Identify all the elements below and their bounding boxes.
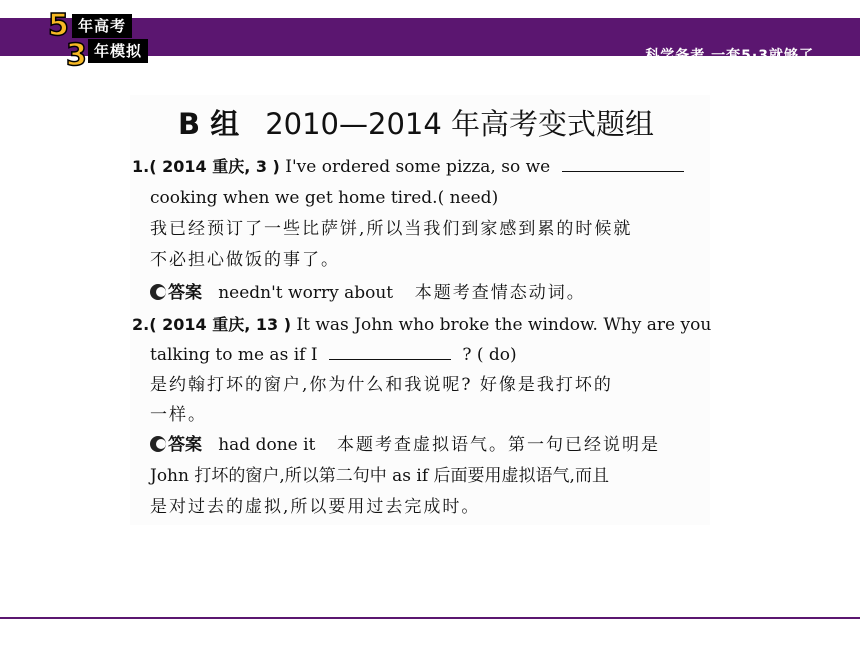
q1-answer-text: needn't worry about (218, 283, 394, 303)
q2-number: 2. (132, 315, 150, 334)
logo-text-2: 年模拟 (88, 39, 148, 63)
slogan: 科学备考 一套5·3就够了 (645, 48, 814, 64)
q1-number: 1. (132, 157, 150, 176)
answer-icon (150, 436, 166, 452)
q1-blank (562, 155, 684, 172)
q1-stem-b: cooking when we get home tired.( need) (150, 188, 499, 208)
q2-source: ( 2014 重庆, 13 ) (149, 315, 292, 334)
q2-line-1 (132, 310, 711, 340)
q1-line-1 (132, 152, 690, 182)
q2-stem-b1: talking to me as if I (150, 345, 318, 365)
q1-source: ( 2014 重庆, 3 ) (149, 157, 280, 176)
q1-stem-a: I've ordered some pizza, so we (285, 157, 551, 177)
q2-answer-note-3: 是对过去的虚拟,所以要用过去完成时。 (150, 497, 481, 517)
q2-stem-a: It was John who broke the window. Why are you (296, 315, 712, 335)
q1-answer (150, 278, 586, 308)
bottom-rule (0, 617, 860, 619)
logo-digit-3: 3 (66, 38, 87, 73)
q2-blank (329, 343, 451, 360)
q2-answer-note-1: 本题考查虚拟语气。第一句已经说明是 (337, 435, 661, 455)
logo-digit-5: 5 (48, 8, 69, 43)
logo-text-1: 年高考 (72, 14, 132, 38)
q2-answer-note-2: John 打坏的窗户,所以第二句中 as if 后面要用虚拟语气,而且 (150, 466, 609, 486)
q2-line-2 (150, 340, 517, 370)
q1-cn-1: 我已经预订了一些比萨饼,所以当我们到家感到累的时候就 (150, 219, 633, 239)
q1-answer-note: 本题考查情态动词。 (414, 283, 586, 303)
q2-answer-text: had done it (218, 435, 316, 455)
q2-answer (150, 430, 660, 460)
q1-cn-2: 不必担心做饭的事了。 (150, 250, 340, 270)
q2-cn-2: 一样。 (150, 405, 207, 425)
q2-stem-b2: ? ( do) (462, 345, 517, 365)
q2-answer-label: 答案 (168, 435, 202, 455)
q1-answer-label: 答案 (168, 283, 202, 303)
year-range: 2010—2014 年高考变式题组 (265, 107, 655, 141)
logo-53 (48, 8, 166, 76)
q2-cn-1: 是约翰打坏的窗户,你为什么和我说呢? 好像是我打坏的 (150, 375, 613, 395)
answer-icon (150, 284, 166, 300)
section-title (178, 102, 698, 143)
group-label: B 组 (178, 107, 240, 141)
